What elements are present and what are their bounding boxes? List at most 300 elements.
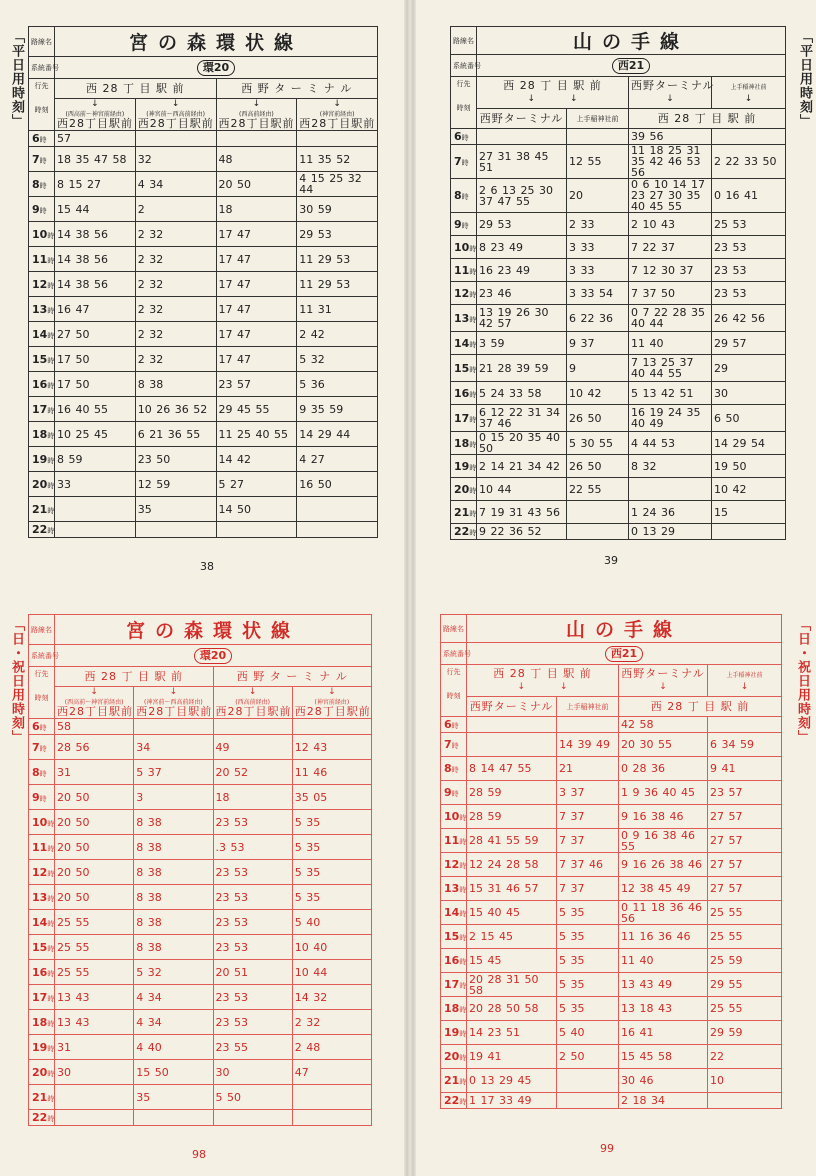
minutes-cell [55, 785, 134, 810]
time-label: 時刻 [456, 104, 471, 112]
badge-cell [477, 55, 786, 77]
hour: 8 [444, 762, 452, 775]
hour: 21 [32, 502, 48, 516]
hour: 10 [32, 227, 48, 241]
minutes-cell [55, 719, 134, 735]
table-row [29, 935, 372, 960]
sub-dest: 上手稲神社前 [576, 114, 619, 123]
minutes-cell [477, 455, 567, 478]
minutes: 7 13 25 37 40 44 55 [631, 356, 694, 380]
hour-cell: 16時 [451, 382, 477, 405]
down-arrow-icon: ↓ [517, 682, 526, 692]
hour: 21 [444, 1074, 460, 1087]
minutes: 14 32 [294, 990, 328, 1004]
system-label: 系統番号 [31, 651, 59, 660]
timetable-99 [440, 614, 782, 1109]
via-note: (神宮前～西高前経由) [144, 699, 203, 706]
minutes-cell [711, 432, 785, 455]
minutes-cell [135, 147, 216, 172]
hour: 20 [444, 1050, 460, 1063]
minutes: 4 40 [136, 1040, 162, 1054]
minutes: 27 57 [709, 810, 743, 823]
minutes-cell [213, 985, 292, 1010]
hour-cell: 15時 [29, 935, 55, 960]
minutes-cell [213, 860, 292, 885]
minutes: 13 18 43 [621, 1002, 672, 1015]
minutes-cell [619, 1021, 708, 1045]
hour: 14 [32, 915, 48, 929]
table-row [441, 781, 782, 805]
dest-right: 上手稲神社前 [726, 671, 763, 679]
dest-right-cell [707, 665, 781, 697]
minutes-cell [707, 805, 781, 829]
minutes: 12 59 [137, 477, 171, 491]
minutes-cell [135, 131, 216, 147]
hour-cell: 8時 [29, 172, 55, 197]
down-arrow-icon: ↓ [252, 99, 261, 109]
minutes-cell [213, 1060, 292, 1085]
minutes-cell [297, 397, 378, 422]
minutes-cell [216, 347, 297, 372]
minutes-cell [55, 147, 136, 172]
minutes-cell [216, 397, 297, 422]
hour-cell: 21時 [29, 497, 55, 522]
minutes-cell [292, 785, 371, 810]
minutes: 3 33 [569, 263, 595, 277]
minutes-cell [467, 949, 557, 973]
minutes-cell [557, 853, 619, 877]
minutes: 7 37 46 [559, 858, 603, 871]
minutes-cell [216, 447, 297, 472]
minutes-cell [55, 1060, 134, 1085]
minutes-cell [55, 172, 136, 197]
minutes-cell [55, 397, 136, 422]
minutes-cell [55, 447, 136, 472]
minutes-cell [557, 1021, 619, 1045]
minutes-cell [55, 860, 134, 885]
badge-cell [55, 645, 372, 667]
minutes-cell [292, 1035, 371, 1060]
table-row [451, 259, 786, 282]
hour-cell: 6時 [441, 717, 467, 733]
minutes: 4 15 25 32 44 [299, 172, 362, 196]
minutes-cell [134, 1085, 213, 1110]
hour-cell: 22時 [29, 1110, 55, 1126]
hour-cell: 11時 [29, 247, 55, 272]
minutes-cell [557, 1093, 619, 1109]
route-title: 山の手線 [572, 31, 689, 53]
down-arrow-icon: ↓ [527, 94, 536, 104]
hour-cell: 11時 [451, 259, 477, 282]
minutes-cell [55, 1035, 134, 1060]
minutes-cell [292, 960, 371, 985]
minutes: 14 38 56 [57, 252, 108, 266]
table-row [451, 305, 786, 332]
hour: 12 [444, 858, 460, 871]
hour-cell: 17時 [441, 973, 467, 997]
minutes-cell [557, 877, 619, 901]
minutes: 17 50 [57, 377, 90, 391]
hour: 20 [32, 477, 48, 491]
minutes-cell [707, 733, 781, 757]
down-arrow-icon: ↓ [90, 687, 98, 697]
minutes: 20 50 [57, 890, 90, 904]
badge-cell [467, 643, 782, 665]
minutes-cell [55, 885, 134, 910]
minutes: 10 [709, 1074, 724, 1087]
minutes-cell [55, 272, 136, 297]
table-row [29, 472, 378, 497]
minutes-cell [135, 322, 216, 347]
table-row [451, 455, 786, 478]
hour: 6 [32, 132, 40, 145]
minutes: 9 35 59 [299, 402, 344, 416]
minutes-cell [297, 247, 378, 272]
down-arrow-icon: ↓ [659, 682, 667, 692]
minutes: 11 29 53 [299, 277, 351, 291]
minutes-cell [135, 297, 216, 322]
table-row [29, 1035, 372, 1060]
hour: 19 [32, 1040, 48, 1054]
dest-left-cell [55, 667, 214, 687]
title-cell [55, 615, 372, 645]
hour-cell: 11時 [29, 835, 55, 860]
minutes: 23 53 [215, 940, 248, 954]
minutes: 15 45 [469, 954, 502, 967]
minutes: 20 28 31 50 58 [469, 972, 539, 997]
minutes: 39 56 [631, 130, 664, 143]
table-row [441, 717, 782, 733]
minutes-cell [292, 1060, 371, 1085]
minutes: 28 41 55 59 [469, 834, 539, 847]
minutes: 23 53 [215, 1015, 248, 1029]
minutes: 3 37 [559, 786, 585, 799]
minutes-cell [216, 522, 297, 538]
minutes-cell [213, 735, 292, 760]
dest-left: 西 28 丁 目 駅 前 [493, 667, 592, 680]
system-label: 系統番号 [453, 61, 481, 70]
route-badge: 西21 [612, 58, 650, 74]
column-header-3 [213, 687, 292, 719]
minutes-cell [567, 129, 629, 145]
time-label: 時刻 [34, 694, 49, 702]
minutes-cell [629, 355, 712, 382]
minutes-cell [292, 735, 371, 760]
minutes-cell [619, 901, 708, 925]
minutes-cell [135, 172, 216, 197]
dest-left: 西 28 丁 目 駅 前 [503, 79, 602, 92]
dest-right: 上手稲神社前 [730, 83, 767, 91]
minutes-cell [619, 1069, 708, 1093]
dest-label: 行先 [34, 670, 49, 678]
hour-cell: 13時 [451, 305, 477, 332]
hour: 9 [32, 790, 40, 804]
minutes: 12 55 [569, 155, 602, 168]
hour-cell: 19時 [451, 455, 477, 478]
minutes-cell [629, 179, 712, 213]
hour: 13 [32, 890, 48, 904]
minutes: 25 53 [713, 217, 747, 231]
minutes-cell [134, 785, 213, 810]
minutes: 4 34 [136, 1015, 162, 1029]
minutes-cell [135, 222, 216, 247]
title-cell [55, 27, 378, 57]
table-row [29, 131, 378, 147]
down-arrow-icon: ↓ [169, 687, 178, 697]
minutes-cell [707, 973, 781, 997]
minutes-cell [55, 347, 136, 372]
dest-time-label-cell [441, 665, 467, 717]
hour-cell: 11時 [441, 829, 467, 853]
minutes: 22 55 [569, 482, 602, 496]
hour-cell: 14時 [451, 332, 477, 355]
minutes: 2 32 [137, 227, 164, 241]
minutes-cell [711, 405, 785, 432]
minutes: .3 53 [215, 840, 245, 854]
minutes: 20 50 [57, 865, 90, 879]
sub-dest-1 [467, 697, 557, 717]
minutes-cell [477, 236, 567, 259]
sub-dest-2 [567, 109, 629, 129]
minutes-cell [297, 522, 378, 538]
minutes-cell [567, 524, 629, 540]
minutes: 28 59 [469, 810, 502, 823]
minutes: 0 28 36 [621, 762, 665, 775]
hour-cell: 20時 [29, 1060, 55, 1085]
minutes-cell [467, 717, 557, 733]
minutes-cell [567, 405, 629, 432]
table-row [29, 497, 378, 522]
minutes-cell [55, 422, 136, 447]
sub-dest-3 [619, 697, 782, 717]
minutes: 29 59 [709, 1026, 743, 1039]
sub-dest: 西 28 丁 目 駅 前 [650, 699, 750, 713]
hour: 10 [32, 815, 48, 829]
minutes: 20 28 50 58 [469, 1002, 539, 1015]
column-header-4 [297, 99, 378, 131]
minutes-cell [467, 997, 557, 1021]
minutes-cell [707, 1045, 781, 1069]
hour-cell: 22時 [29, 522, 55, 538]
minutes: 5 13 42 51 [631, 386, 694, 400]
minutes: 0 9 16 38 46 55 [621, 828, 695, 853]
dest-right: 西 野 タ ー ミ ナ ル [241, 81, 353, 95]
table-row [29, 197, 378, 222]
minutes-cell [467, 805, 557, 829]
minutes-cell [292, 910, 371, 935]
hour-cell: 10時 [29, 222, 55, 247]
hour-cell: 15時 [451, 355, 477, 382]
hour: 11 [32, 840, 48, 854]
minutes: 6 50 [713, 411, 740, 425]
minutes: 21 [559, 762, 573, 775]
minutes: 27 50 [57, 327, 90, 341]
hour-cell: 9時 [29, 197, 55, 222]
hour-cell: 14時 [29, 910, 55, 935]
minutes: 14 23 51 [469, 1026, 520, 1039]
hour-cell: 18時 [29, 422, 55, 447]
system-label-cell [441, 643, 471, 665]
hour-cell: 18時 [29, 1010, 55, 1035]
minutes: 5 24 33 58 [479, 386, 542, 400]
minutes: 23 57 [709, 786, 743, 799]
minutes: 0 13 29 45 [469, 1074, 532, 1087]
minutes-cell [619, 1093, 708, 1109]
minutes-cell [213, 810, 292, 835]
minutes: 4 34 [137, 177, 164, 191]
minutes: 2 42 [299, 327, 325, 341]
minutes: 8 14 47 55 [469, 762, 532, 775]
table-row [451, 332, 786, 355]
minutes: 23 46 [479, 286, 512, 300]
minutes-cell [629, 145, 712, 179]
table-row [441, 997, 782, 1021]
hour-cell: 9時 [29, 785, 55, 810]
minutes: 34 [136, 740, 151, 754]
minutes: 5 36 [299, 377, 325, 391]
table-row [451, 213, 786, 236]
via-note: (神宮前経由) [319, 111, 355, 118]
minutes: 7 22 37 [631, 240, 675, 254]
route-title: 宮の森環状線 [125, 620, 300, 642]
minutes-cell [467, 829, 557, 853]
table-row [441, 853, 782, 877]
minutes: 35 [136, 1090, 151, 1104]
minutes-cell [297, 272, 378, 297]
hour: 12 [454, 286, 470, 300]
minutes: 25 55 [709, 1002, 743, 1015]
minutes: 30 [57, 1065, 71, 1079]
minutes-cell [55, 1010, 134, 1035]
system-label: 系統番号 [443, 649, 471, 658]
minutes: 5 30 55 [569, 436, 613, 450]
minutes-cell [707, 829, 781, 853]
table-row [451, 236, 786, 259]
minutes-cell [213, 760, 292, 785]
sub-dest: 上手稲神社前 [566, 702, 609, 711]
hour-cell: 10時 [29, 810, 55, 835]
minutes: 5 40 [294, 915, 321, 929]
hour-cell: 6時 [451, 129, 477, 145]
minutes-cell [477, 179, 567, 213]
minutes-cell [557, 925, 619, 949]
hour-cell: 16時 [29, 960, 55, 985]
minutes: 2 32 [137, 352, 164, 366]
hour: 12 [32, 277, 48, 291]
minutes: 23 53 [713, 263, 747, 277]
minutes: 5 35 [559, 930, 585, 943]
minutes: 20 50 [218, 177, 251, 191]
minutes-cell [55, 935, 134, 960]
minutes: 30 46 [621, 1074, 654, 1087]
minutes-cell [467, 1069, 557, 1093]
minutes-cell [707, 757, 781, 781]
minutes-cell [213, 935, 292, 960]
minutes-cell [711, 213, 785, 236]
via-note: (神宮前～西高前経由) [146, 111, 205, 118]
minutes-cell [297, 322, 378, 347]
hour: 17 [444, 978, 460, 991]
timetable-98 [28, 614, 372, 1126]
page-39 [410, 0, 816, 588]
minutes-cell [567, 501, 629, 524]
minutes: 20 52 [215, 765, 248, 779]
table-row [29, 835, 372, 860]
minutes: 15 40 45 [469, 906, 520, 919]
dest-right: 西 野 タ ー ミ ナ ル [236, 669, 348, 683]
minutes-cell [619, 757, 708, 781]
minutes-cell [619, 973, 708, 997]
hour: 11 [32, 252, 48, 266]
minutes: 21 28 39 59 [479, 361, 549, 375]
page-38 [0, 0, 410, 588]
hour: 11 [444, 834, 460, 847]
hour-cell: 16時 [29, 372, 55, 397]
minutes: 7 37 50 [631, 286, 675, 300]
minutes-cell [216, 472, 297, 497]
hour-cell: 12時 [29, 272, 55, 297]
hour: 7 [32, 740, 40, 754]
minutes-cell [135, 522, 216, 538]
route-label: 路線名 [453, 36, 474, 45]
side-label: 「日・祝日用時刻」 [795, 618, 810, 744]
minutes-cell [216, 147, 297, 172]
hour: 8 [454, 189, 462, 202]
minutes-cell [477, 405, 567, 432]
sub-dest-2 [557, 697, 619, 717]
minutes-cell [629, 524, 712, 540]
minutes: 18 [215, 790, 230, 804]
hour: 16 [32, 377, 48, 391]
minutes: 16 50 [299, 477, 332, 491]
minutes-cell [467, 877, 557, 901]
minutes-cell [477, 129, 567, 145]
minutes: 9 [569, 361, 576, 375]
table-row [29, 719, 372, 735]
minutes: 29 57 [713, 336, 747, 350]
table-row [451, 478, 786, 501]
table-row [451, 501, 786, 524]
minutes-cell [135, 197, 216, 222]
minutes-cell [55, 985, 134, 1010]
minutes: 6 12 22 31 34 37 46 [479, 406, 560, 430]
minutes-cell [135, 372, 216, 397]
minutes-cell [55, 131, 136, 147]
minutes: 5 35 [294, 840, 321, 854]
system-label-cell [29, 645, 59, 667]
minutes-cell [292, 885, 371, 910]
minutes: 18 35 47 58 [57, 152, 127, 166]
minutes: 10 44 [294, 965, 328, 979]
hour-cell: 19時 [29, 447, 55, 472]
minutes: 5 32 [299, 352, 325, 366]
minutes: 17 47 [218, 252, 251, 266]
table-row [451, 355, 786, 382]
minutes-cell [477, 382, 567, 405]
minutes: 15 [713, 505, 728, 519]
minutes-cell [619, 805, 708, 829]
dest-mid-cell [619, 665, 708, 697]
hour-cell: 20時 [451, 478, 477, 501]
minutes-cell [292, 719, 371, 735]
hour-cell: 10時 [451, 236, 477, 259]
minutes-cell [711, 501, 785, 524]
minutes: 9 37 [569, 336, 595, 350]
minutes: 17 47 [218, 227, 251, 241]
hour: 20 [32, 1065, 48, 1079]
minutes: 5 35 [559, 1002, 585, 1015]
time-label: 時刻 [446, 692, 461, 700]
